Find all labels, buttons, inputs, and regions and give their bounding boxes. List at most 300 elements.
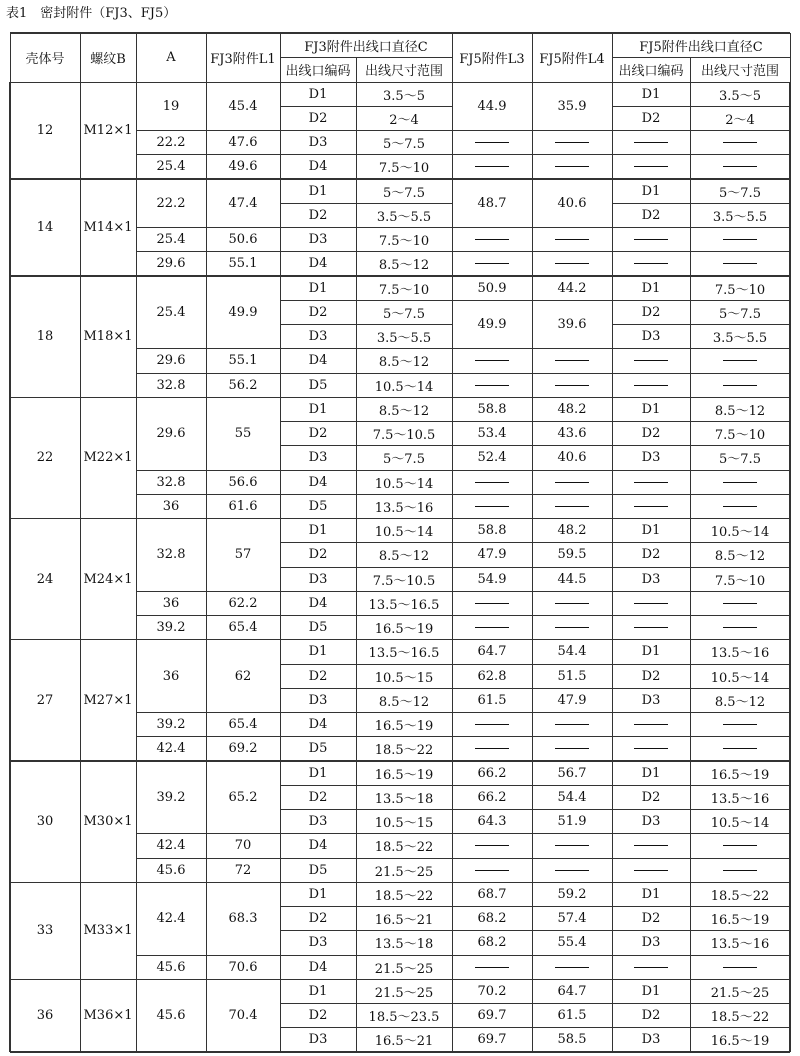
dash-placeholder <box>555 870 589 871</box>
fj3-l1-value: 70.6 <box>228 959 258 975</box>
dash-placeholder <box>723 627 757 628</box>
fj5-code: D1 <box>641 886 661 902</box>
dash-placeholder <box>723 506 757 507</box>
fj5-range <box>690 494 790 518</box>
fj3-range: 7.5～10 <box>378 282 430 298</box>
fj5-l4-value <box>532 737 612 761</box>
dimension-a: 25.4 <box>156 232 186 248</box>
fj5-l4-value <box>532 858 612 882</box>
grid-line <box>136 33 137 82</box>
dimension-a: 39.2 <box>156 717 186 733</box>
header-fj5-l3: FJ5附件L3 <box>459 52 525 67</box>
fj5-l3-value <box>452 737 532 761</box>
dimension-a: 25.4 <box>156 304 186 320</box>
fj5-code <box>612 349 690 373</box>
fj3-range: 16.5～19 <box>374 767 434 783</box>
dimension-a: 32.8 <box>156 377 186 393</box>
fj5-range: 2～4 <box>725 112 755 128</box>
fj5-l4-value <box>532 349 612 373</box>
fj5-range: 13.5～16 <box>710 646 770 662</box>
fj3-code: D2 <box>308 668 328 684</box>
fj3-l1-value: 62.2 <box>228 595 258 611</box>
fj3-l1-value: 56.2 <box>228 377 258 393</box>
shell-number: 18 <box>36 329 54 345</box>
fj3-code: D2 <box>308 304 328 320</box>
fj3-range: 3.5～5 <box>383 88 425 104</box>
grid-line <box>10 1051 790 1052</box>
fj5-range: 21.5～25 <box>710 985 770 1001</box>
fj3-range: 10.5～15 <box>374 670 434 686</box>
fj5-range: 5～7.5 <box>719 306 761 322</box>
fj3-l1-value: 55.1 <box>228 256 258 272</box>
fj5-range: 10.5～14 <box>710 816 770 832</box>
fj5-l3-value <box>452 470 532 494</box>
fj5-l3-value <box>452 955 532 979</box>
fj5-range: 16.5～19 <box>710 767 770 783</box>
fj3-range: 2～4 <box>389 112 419 128</box>
dash-placeholder <box>475 142 509 143</box>
shell-number: 14 <box>36 220 54 235</box>
fj3-code: D2 <box>308 789 328 805</box>
grid-line <box>690 82 691 1052</box>
header-fj5-l4: FJ5附件L4 <box>539 52 605 67</box>
dash-placeholder <box>555 506 589 507</box>
fj3-code: D3 <box>308 1032 328 1048</box>
fj5-range <box>690 252 790 276</box>
fj3-code: D1 <box>308 183 328 199</box>
grid-line <box>280 57 452 58</box>
fj5-range <box>690 616 790 640</box>
fj5-code: D1 <box>641 644 661 660</box>
fj5-code: D3 <box>641 1032 661 1048</box>
dash-placeholder <box>634 166 668 167</box>
dash-placeholder <box>555 360 589 361</box>
dash-placeholder <box>723 845 757 846</box>
dash-placeholder <box>634 967 668 968</box>
fj5-code <box>612 834 690 858</box>
dash-placeholder <box>634 482 668 483</box>
grid-line <box>136 82 137 1052</box>
thread-spec: M30×1 <box>83 814 133 830</box>
fj5-code: D1 <box>641 523 661 539</box>
fj3-l1-value: 57 <box>234 547 252 563</box>
dash-placeholder <box>555 724 589 725</box>
fj3-l1-value: 47.6 <box>228 135 258 151</box>
dash-placeholder <box>723 360 757 361</box>
dimension-a: 19 <box>162 98 180 114</box>
fj3-code: D1 <box>308 765 328 781</box>
fj5-l4-value: 59.2 <box>557 886 587 902</box>
dash-placeholder <box>475 263 509 264</box>
shell-number: 12 <box>36 123 54 138</box>
fj5-range <box>690 737 790 761</box>
fj5-code <box>612 737 690 761</box>
fj5-code: D2 <box>641 668 661 684</box>
dash-placeholder <box>555 845 589 846</box>
fj5-l3-value <box>452 228 532 252</box>
fj5-range <box>690 228 790 252</box>
fj5-range <box>690 155 790 179</box>
fj5-code: D1 <box>641 401 661 417</box>
fj5-l4-value: 51.9 <box>557 814 587 830</box>
fj3-code: D4 <box>308 256 328 272</box>
dash-placeholder <box>555 603 589 604</box>
fj5-code <box>612 252 690 276</box>
thread-spec: M24×1 <box>83 571 133 587</box>
fj3-range: 21.5～25 <box>374 985 434 1001</box>
dash-placeholder <box>634 870 668 871</box>
grid-line <box>80 82 81 1052</box>
fj5-code <box>612 373 690 397</box>
fj5-code: D2 <box>641 1008 661 1024</box>
fj5-l3-value: 61.5 <box>477 692 507 708</box>
fj3-code: D3 <box>308 232 328 248</box>
fj3-range: 10.5～14 <box>374 525 434 541</box>
header-fj5-group: FJ5附件出线口直径C <box>639 39 763 55</box>
fj5-l3-value <box>452 131 532 155</box>
header-fj5-code: 出线口编码 <box>618 64 684 79</box>
fj3-code: D4 <box>308 159 328 175</box>
dash-placeholder <box>634 239 668 240</box>
fj5-l4-value: 54.4 <box>557 644 587 660</box>
fj3-range: 13.5～18 <box>374 937 434 953</box>
fj3-range: 7.5～10.5 <box>372 573 436 589</box>
header-shell: 壳体号 <box>25 52 65 67</box>
fj5-l4-value <box>532 470 612 494</box>
dash-placeholder <box>555 967 589 968</box>
fj3-code: D5 <box>308 862 328 878</box>
header-fj3-l1: FJ3附件L1 <box>210 52 276 67</box>
dash-placeholder <box>723 239 757 240</box>
fj5-l3-value <box>452 494 532 518</box>
fj5-range: 8.5～12 <box>714 549 766 565</box>
dimension-a: 42.4 <box>156 741 186 757</box>
fj3-code: D1 <box>308 401 328 417</box>
dash-placeholder <box>475 239 509 240</box>
fj3-code: D3 <box>308 935 328 951</box>
dash-placeholder <box>475 724 509 725</box>
thread-spec: M27×1 <box>83 692 133 708</box>
fj5-code <box>612 470 690 494</box>
fj3-code: D3 <box>308 692 328 708</box>
fj3-code: D2 <box>308 426 328 442</box>
dash-placeholder <box>475 748 509 749</box>
fj3-l1-value: 55 <box>234 426 252 442</box>
fj5-code: D2 <box>641 547 661 563</box>
shell-number: 27 <box>36 692 54 708</box>
fj5-l4-value: 56.7 <box>557 765 587 781</box>
fj5-range: 16.5～19 <box>710 913 770 929</box>
fj3-code: D2 <box>308 1008 328 1024</box>
fj5-l3-value: 68.2 <box>477 935 507 951</box>
grid-line <box>206 82 207 1052</box>
dash-placeholder <box>475 967 509 968</box>
fj5-range: 13.5～16 <box>710 791 770 807</box>
fj5-range <box>690 858 790 882</box>
fj3-range: 13.5～18 <box>374 791 434 807</box>
fj5-range: 10.5～14 <box>710 525 770 541</box>
fj5-l4-value <box>532 494 612 518</box>
shell-number: 33 <box>36 923 54 939</box>
fj5-range: 18.5～22 <box>710 1010 770 1026</box>
grid-line <box>532 33 533 82</box>
fj5-code: D3 <box>641 814 661 830</box>
dash-placeholder <box>634 360 668 361</box>
fj5-l3-value: 62.8 <box>477 668 507 684</box>
shell-number: 24 <box>36 571 54 587</box>
dash-placeholder <box>634 603 668 604</box>
dimension-a: 45.6 <box>156 959 186 975</box>
fj5-l3-value: 70.2 <box>477 983 507 999</box>
header-fj3-code: 出线口编码 <box>285 64 351 79</box>
fj5-l4-value: 51.5 <box>557 668 587 684</box>
fj3-range: 5～7.5 <box>383 185 425 201</box>
fj5-l4-value: 64.7 <box>557 983 587 999</box>
fj5-l3-value <box>452 373 532 397</box>
fj3-l1-value: 62 <box>234 668 252 684</box>
thread-spec: M14×1 <box>83 220 133 235</box>
fj3-range: 18.5～22 <box>374 743 434 759</box>
grid-line <box>532 82 533 1052</box>
dimension-a: 22.2 <box>156 195 186 211</box>
grid-line <box>612 33 613 82</box>
shell-number: 36 <box>36 1008 54 1024</box>
fj5-range: 3.5～5 <box>719 88 761 104</box>
dash-placeholder <box>475 385 509 386</box>
dash-placeholder <box>723 724 757 725</box>
dash-placeholder <box>475 627 509 628</box>
dimension-a: 45.6 <box>156 1008 186 1024</box>
fj3-range: 16.5～21 <box>374 913 434 929</box>
dimension-a: 32.8 <box>156 474 186 490</box>
dash-placeholder <box>723 603 757 604</box>
thread-spec: M18×1 <box>83 329 133 345</box>
dash-placeholder <box>555 166 589 167</box>
fj3-code: D2 <box>308 207 328 223</box>
fj3-range: 7.5～10 <box>378 234 430 250</box>
fj5-l3-value: 68.2 <box>477 911 507 927</box>
fj5-range <box>690 470 790 494</box>
grid-line <box>10 32 790 33</box>
grid-line <box>612 57 790 58</box>
fj3-l1-value: 56.6 <box>228 474 258 490</box>
fj5-code: D3 <box>641 571 661 587</box>
fj5-l3-value <box>452 616 532 640</box>
dash-placeholder <box>634 845 668 846</box>
fj3-range: 8.5～12 <box>378 549 430 565</box>
dash-placeholder <box>634 724 668 725</box>
dimension-a: 36 <box>162 595 180 611</box>
fj5-code <box>612 131 690 155</box>
fj5-range <box>690 373 790 397</box>
fj3-code: D2 <box>308 110 328 126</box>
fj5-l3-value: 53.4 <box>477 426 507 442</box>
fj5-l4-value <box>532 228 612 252</box>
fj3-range: 3.5～5.5 <box>376 209 432 225</box>
fj3-l1-value: 65.2 <box>228 789 258 805</box>
fj3-range: 5～7.5 <box>383 452 425 468</box>
fj5-range: 7.5～10 <box>714 573 766 589</box>
fj3-code: D3 <box>308 450 328 466</box>
fj5-l3-value <box>452 858 532 882</box>
fj3-code: D1 <box>308 280 328 296</box>
dash-placeholder <box>475 482 509 483</box>
fj5-code: D2 <box>641 304 661 320</box>
fj5-l4-value <box>532 155 612 179</box>
grid-line <box>10 33 11 82</box>
fj3-code: D1 <box>308 644 328 660</box>
fj5-l4-value: 48.2 <box>557 401 587 417</box>
fj5-code: D3 <box>641 450 661 466</box>
fj5-l3-value: 66.2 <box>477 789 507 805</box>
fj5-l3-value: 49.9 <box>477 317 507 332</box>
fj3-code: D5 <box>308 620 328 636</box>
fj3-range: 21.5～25 <box>374 961 434 977</box>
dimension-a: 25.4 <box>156 159 186 175</box>
shell-number: 30 <box>36 814 54 830</box>
grid-line <box>690 57 691 82</box>
header-fj3-group: FJ3附件出线口直径C <box>304 39 428 55</box>
dash-placeholder <box>634 748 668 749</box>
grid-line <box>206 33 207 82</box>
fj5-code: D2 <box>641 207 661 223</box>
fj5-code <box>612 591 690 615</box>
fj5-l3-value: 64.7 <box>477 644 507 660</box>
fj5-code: D2 <box>641 110 661 126</box>
fj5-range: 8.5～12 <box>714 403 766 419</box>
fj5-l3-value: 69.7 <box>477 1008 507 1024</box>
dash-placeholder <box>634 385 668 386</box>
fj5-code <box>612 228 690 252</box>
fj5-l4-value <box>532 713 612 737</box>
fj5-code: D2 <box>641 789 661 805</box>
fj5-code <box>612 616 690 640</box>
fj3-range: 8.5～12 <box>378 355 430 371</box>
fj3-code: D1 <box>308 983 328 999</box>
dash-placeholder <box>723 967 757 968</box>
fj5-l4-value <box>532 616 612 640</box>
fj5-range: 7.5～10 <box>714 428 766 444</box>
fj3-code: D2 <box>308 547 328 563</box>
fj3-code: D4 <box>308 838 328 854</box>
fj5-range: 7.5～10 <box>714 282 766 298</box>
fj5-range: 8.5～12 <box>714 694 766 710</box>
fj5-code: D1 <box>641 183 661 199</box>
fj5-l3-value: 48.7 <box>477 195 507 211</box>
dimension-a: 42.4 <box>156 911 186 927</box>
thread-spec: M36×1 <box>83 1008 133 1024</box>
fj5-l4-value: 57.4 <box>557 911 587 927</box>
dimension-a: 36 <box>162 668 180 684</box>
fj5-range: 18.5～22 <box>710 888 770 904</box>
fj3-code: D3 <box>308 571 328 587</box>
dimension-a: 36 <box>162 498 180 514</box>
fj5-range <box>690 834 790 858</box>
fj5-code: D2 <box>641 911 661 927</box>
dimension-a: 32.8 <box>156 547 186 563</box>
dash-placeholder <box>475 603 509 604</box>
grid-line <box>9 82 10 1052</box>
fj3-range: 7.5～10 <box>378 161 430 177</box>
fj3-code: D3 <box>308 135 328 151</box>
fj5-l4-value <box>532 591 612 615</box>
grid-line <box>790 33 791 82</box>
fj5-l4-value <box>532 834 612 858</box>
fj5-range <box>690 713 790 737</box>
fj5-l4-value <box>532 373 612 397</box>
fj3-l1-value: 69.2 <box>228 741 258 757</box>
dash-placeholder <box>555 385 589 386</box>
fj3-range: 10.5～14 <box>374 379 434 395</box>
header-a: A <box>166 50 176 65</box>
fj5-l4-value: 48.2 <box>557 523 587 539</box>
dash-placeholder <box>555 239 589 240</box>
fj3-range: 18.5～22 <box>374 840 434 856</box>
grid-line <box>80 33 81 82</box>
fj5-l3-value <box>452 834 532 858</box>
fj5-l3-value <box>452 591 532 615</box>
dash-placeholder <box>723 263 757 264</box>
dash-placeholder <box>723 482 757 483</box>
fj3-code: D5 <box>308 741 328 757</box>
grid-line <box>280 82 281 1052</box>
fj3-range: 8.5～12 <box>378 694 430 710</box>
fj3-range: 21.5～25 <box>374 864 434 880</box>
fj5-code: D2 <box>641 426 661 442</box>
fj3-range: 13.5～16 <box>374 500 434 516</box>
fj3-l1-value: 72 <box>234 862 252 878</box>
fj5-l3-value <box>452 713 532 737</box>
fj5-l3-value: 68.7 <box>477 886 507 902</box>
fj3-l1-value: 70.4 <box>228 1008 258 1024</box>
fj5-code: D3 <box>641 692 661 708</box>
fj5-l4-value: 44.5 <box>557 571 587 587</box>
dash-placeholder <box>723 870 757 871</box>
fj5-l3-value <box>452 155 532 179</box>
fj3-l1-value: 55.1 <box>228 353 258 369</box>
dash-placeholder <box>634 506 668 507</box>
dash-placeholder <box>634 627 668 628</box>
fj3-l1-value: 68.3 <box>228 911 258 927</box>
fj5-l4-value: 44.2 <box>557 280 587 296</box>
fj5-code: D1 <box>641 983 661 999</box>
fj3-range: 16.5～21 <box>374 1034 434 1050</box>
fj5-l3-value: 54.9 <box>477 571 507 587</box>
dash-placeholder <box>723 748 757 749</box>
fj3-code: D1 <box>308 523 328 539</box>
thread-spec: M22×1 <box>83 450 133 466</box>
fj5-code <box>612 713 690 737</box>
dash-placeholder <box>723 166 757 167</box>
fj3-range: 18.5～22 <box>374 888 434 904</box>
fj5-range <box>690 349 790 373</box>
fj3-range: 16.5～19 <box>374 622 434 638</box>
fj5-code: D1 <box>641 765 661 781</box>
dash-placeholder <box>555 482 589 483</box>
header-thread: 螺纹B <box>90 52 126 67</box>
fj3-range: 5～7.5 <box>383 137 425 153</box>
fj5-range <box>690 591 790 615</box>
fj3-code: D1 <box>308 86 328 102</box>
grid-line <box>789 82 790 1052</box>
dash-placeholder <box>634 142 668 143</box>
fj3-l1-value: 50.6 <box>228 232 258 248</box>
dash-placeholder <box>555 748 589 749</box>
fj5-l3-value: 66.2 <box>477 765 507 781</box>
fj3-range: 8.5～12 <box>378 403 430 419</box>
fj5-l3-value: 58.8 <box>477 523 507 539</box>
grid-line <box>452 33 453 82</box>
